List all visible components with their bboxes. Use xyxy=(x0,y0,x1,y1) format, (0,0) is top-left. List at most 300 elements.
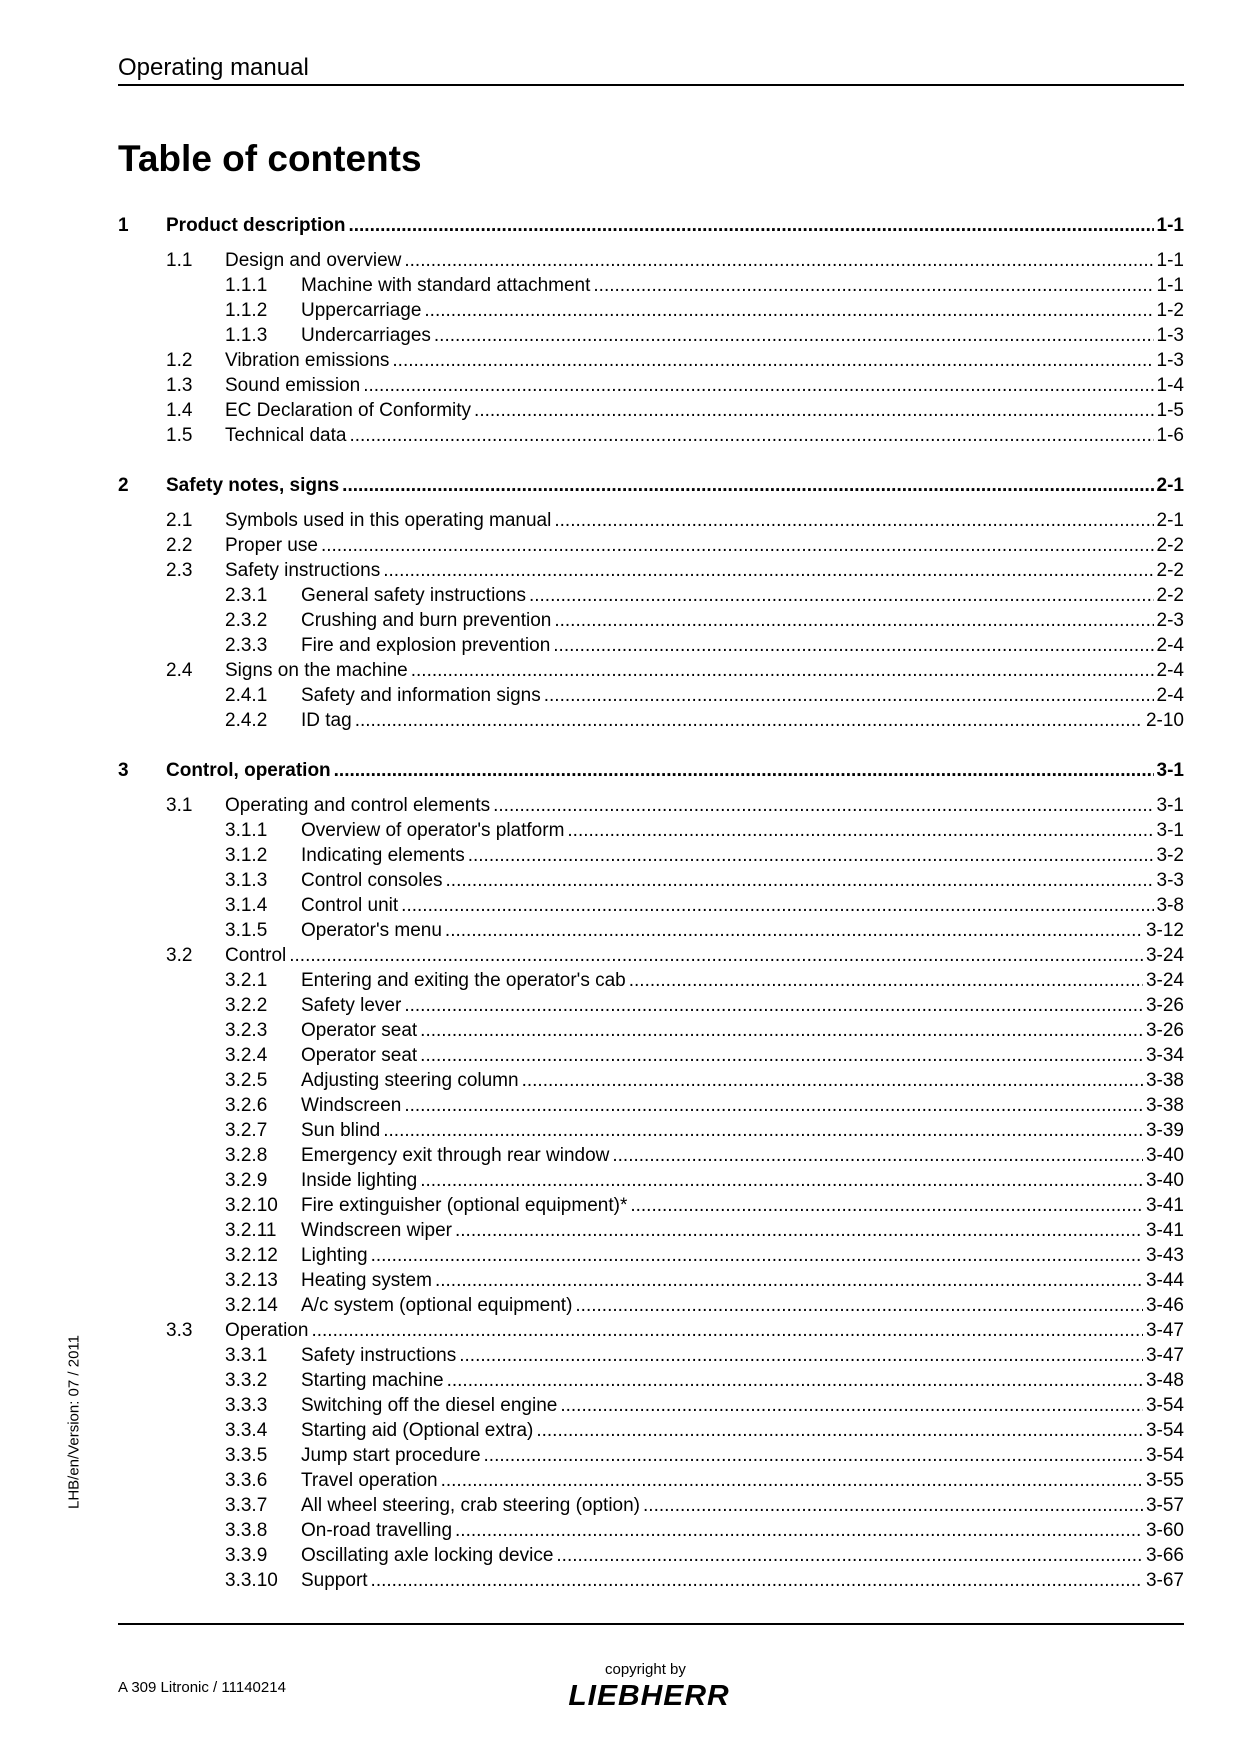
toc-entry-line xyxy=(301,1393,1184,1418)
toc-entry-number: 1.4 xyxy=(166,400,193,421)
toc-entry-title: Uppercarriage xyxy=(301,300,422,321)
toc-entry xyxy=(118,298,1184,323)
table-of-contents xyxy=(118,213,1184,1593)
dot-leader xyxy=(554,608,1153,633)
toc-entry-line xyxy=(225,398,1184,423)
version-label: LHB/en/Version: 07 / 2011 xyxy=(65,1334,83,1510)
toc-entry-number: 2.3 xyxy=(166,560,193,581)
toc-entry-title: Operator seat xyxy=(301,1045,418,1066)
dot-leader xyxy=(522,1068,1143,1093)
toc-entry-page: 3-46 xyxy=(1145,1295,1184,1316)
toc-entry xyxy=(118,968,1184,993)
toc-entry-title: Heating system xyxy=(301,1270,432,1291)
toc-entry-title: General safety instructions xyxy=(301,585,526,606)
toc-entry-number: 1.1.3 xyxy=(225,325,268,346)
toc-entry-page: 3-48 xyxy=(1145,1370,1184,1391)
toc-entry xyxy=(118,248,1184,273)
document-id: A 309 Litronic / 11140214 xyxy=(118,1679,286,1696)
toc-entry xyxy=(118,1518,1184,1543)
toc-entry-number: 2.4 xyxy=(166,660,193,681)
toc-entry-title: Inside lighting xyxy=(301,1170,418,1191)
toc-entry-page: 1-1 xyxy=(1156,275,1184,296)
toc-entry xyxy=(118,1568,1184,1593)
toc-entry-title: Undercarriages xyxy=(301,325,431,346)
dot-leader xyxy=(446,868,1154,893)
dot-leader xyxy=(420,1168,1143,1193)
dot-leader xyxy=(371,1243,1143,1268)
toc-entry-number: 3.1.3 xyxy=(225,870,268,891)
toc-entry-page: 3-34 xyxy=(1145,1045,1184,1066)
toc-entry-page: 3-41 xyxy=(1145,1195,1184,1216)
toc-entry-title: Fire and explosion prevention xyxy=(301,635,551,656)
toc-entry-page: 3-38 xyxy=(1145,1070,1184,1091)
dot-leader xyxy=(630,1193,1143,1218)
toc-entry-line xyxy=(301,1368,1184,1393)
toc-entry-number: 1.1 xyxy=(166,250,193,271)
dot-leader xyxy=(342,473,1153,498)
toc-entry-page: 3-26 xyxy=(1145,1020,1184,1041)
page-title: Table of contents xyxy=(118,138,422,179)
toc-entry-number: 3.2.10 xyxy=(225,1195,278,1216)
toc-entry-line xyxy=(301,918,1184,943)
dot-leader xyxy=(554,508,1153,533)
dot-leader xyxy=(459,1343,1143,1368)
toc-entry-number: 1.1.1 xyxy=(225,275,268,296)
toc-entry-number: 3.3.9 xyxy=(225,1545,268,1566)
toc-entry-number: 1.1.2 xyxy=(225,300,268,321)
toc-entry xyxy=(118,918,1184,943)
toc-entry-line xyxy=(225,793,1184,818)
toc-entry-page: 2-2 xyxy=(1156,585,1184,606)
toc-entry-number: 1.2 xyxy=(166,350,193,371)
toc-entry xyxy=(118,1218,1184,1243)
dot-leader xyxy=(434,323,1154,348)
toc-entry-page: 2-3 xyxy=(1156,610,1184,631)
toc-entry-line xyxy=(301,818,1184,843)
toc-entry-line xyxy=(301,1218,1184,1243)
toc-entry xyxy=(118,348,1184,373)
toc-entry-page: 3-1 xyxy=(1156,820,1184,841)
toc-entry-line xyxy=(225,658,1184,683)
toc-entry-page: 3-54 xyxy=(1145,1445,1184,1466)
toc-entry-title: Safety notes, signs xyxy=(166,475,340,496)
toc-entry-number: 3.2.4 xyxy=(225,1045,268,1066)
toc-entry-line xyxy=(225,508,1184,533)
toc-entry-number: 3.3.8 xyxy=(225,1520,268,1541)
toc-entry-title: Operator's menu xyxy=(301,920,442,941)
toc-entry xyxy=(118,1243,1184,1268)
dot-leader xyxy=(567,818,1153,843)
toc-entry xyxy=(118,273,1184,298)
toc-entry-title: Jump start procedure xyxy=(301,1445,481,1466)
dot-leader xyxy=(474,398,1153,423)
dot-leader xyxy=(643,1493,1143,1518)
toc-entry-title: Safety and information signs xyxy=(301,685,541,706)
toc-entry-title: Windscreen wiper xyxy=(301,1220,452,1241)
dot-leader xyxy=(455,1218,1143,1243)
dot-leader xyxy=(420,1043,1143,1068)
dot-leader xyxy=(383,558,1153,583)
toc-entry-number: 3.3.6 xyxy=(225,1470,268,1491)
toc-entry xyxy=(118,1543,1184,1568)
toc-entry-number: 3 xyxy=(118,760,129,781)
dot-leader xyxy=(401,893,1153,918)
toc-entry-title: Sound emission xyxy=(225,375,361,396)
toc-entry-page: 3-8 xyxy=(1156,895,1184,916)
toc-entry-title: Control xyxy=(225,945,287,966)
toc-entry-title: Control consoles xyxy=(301,870,443,891)
dot-leader xyxy=(629,968,1143,993)
dot-leader xyxy=(334,758,1154,783)
toc-entry-page: 3-2 xyxy=(1156,845,1184,866)
toc-entry-title: All wheel steering, crab steering (option) xyxy=(301,1495,641,1516)
toc-entry-title: Signs on the machine xyxy=(225,660,408,681)
toc-entry xyxy=(118,323,1184,348)
toc-entry-page: 3-40 xyxy=(1145,1145,1184,1166)
dot-leader xyxy=(392,348,1153,373)
toc-entry xyxy=(118,213,1184,238)
toc-entry-number: 3.2 xyxy=(166,945,193,966)
toc-entry-line xyxy=(301,608,1184,633)
toc-entry xyxy=(118,1493,1184,1518)
toc-entry xyxy=(118,758,1184,783)
toc-entry-title: Safety instructions xyxy=(301,1345,457,1366)
toc-entry-page: 2-2 xyxy=(1156,560,1184,581)
toc-entry-number: 2.2 xyxy=(166,535,193,556)
toc-entry-page: 2-1 xyxy=(1156,510,1184,531)
toc-entry-page: 1-3 xyxy=(1156,350,1184,371)
toc-entry-line xyxy=(301,633,1184,658)
toc-entry-page: 1-1 xyxy=(1156,250,1184,271)
toc-entry-number: 3.2.14 xyxy=(225,1295,278,1316)
toc-entry-title: EC Declaration of Conformity xyxy=(225,400,472,421)
toc-entry-page: 3-47 xyxy=(1145,1320,1184,1341)
toc-entry-line xyxy=(301,993,1184,1018)
toc-entry-page: 2-10 xyxy=(1145,710,1184,731)
toc-entry xyxy=(118,1168,1184,1193)
toc-entry-number: 3.1.5 xyxy=(225,920,268,941)
toc-entry-line xyxy=(301,868,1184,893)
toc-entry-title: Safety lever xyxy=(301,995,402,1016)
dot-leader xyxy=(593,273,1153,298)
toc-entry-page: 1-4 xyxy=(1156,375,1184,396)
dot-leader xyxy=(553,633,1153,658)
toc-entry-line xyxy=(301,323,1184,348)
toc-entry xyxy=(118,1468,1184,1493)
toc-entry-number: 3.3.3 xyxy=(225,1395,268,1416)
header-divider xyxy=(118,84,1184,86)
dot-leader xyxy=(575,1293,1143,1318)
toc-entry-title: Operation xyxy=(225,1320,309,1341)
toc-entry-page: 3-57 xyxy=(1145,1495,1184,1516)
toc-entry-page: 3-54 xyxy=(1145,1395,1184,1416)
dot-leader xyxy=(560,1393,1143,1418)
toc-entry xyxy=(118,818,1184,843)
toc-entry-number: 3.2.12 xyxy=(225,1245,278,1266)
toc-entry xyxy=(118,943,1184,968)
toc-entry-number: 3.2.2 xyxy=(225,995,268,1016)
toc-entry-page: 3-39 xyxy=(1145,1120,1184,1141)
dot-leader xyxy=(404,993,1143,1018)
toc-entry-page: 3-40 xyxy=(1145,1170,1184,1191)
toc-entry-page: 3-12 xyxy=(1145,920,1184,941)
dot-leader xyxy=(424,298,1153,323)
toc-entry-line xyxy=(301,683,1184,708)
toc-entry xyxy=(118,508,1184,533)
toc-entry-number: 1 xyxy=(118,215,129,236)
dot-leader xyxy=(289,943,1143,968)
toc-entry-page: 1-6 xyxy=(1156,425,1184,446)
toc-entry-number: 3.3.7 xyxy=(225,1495,268,1516)
toc-entry-page: 3-60 xyxy=(1145,1520,1184,1541)
toc-entry-line xyxy=(301,298,1184,323)
toc-entry-title: Indicating elements xyxy=(301,845,465,866)
toc-entry-line xyxy=(301,1018,1184,1043)
toc-entry-line xyxy=(225,373,1184,398)
toc-entry xyxy=(118,793,1184,818)
dot-leader xyxy=(363,373,1153,398)
toc-entry-line xyxy=(225,533,1184,558)
toc-entry-line xyxy=(225,943,1184,968)
toc-entry-title: Windscreen xyxy=(301,1095,402,1116)
toc-entry-number: 1.3 xyxy=(166,375,193,396)
dot-leader xyxy=(455,1518,1143,1543)
toc-entry-number: 3.2.1 xyxy=(225,970,268,991)
toc-entry-line xyxy=(301,968,1184,993)
dot-leader xyxy=(321,533,1154,558)
dot-leader xyxy=(355,708,1143,733)
toc-entry-page: 3-55 xyxy=(1145,1470,1184,1491)
toc-entry-title: ID tag xyxy=(301,710,352,731)
toc-entry-number: 3.3.4 xyxy=(225,1420,268,1441)
toc-entry-number: 2.3.3 xyxy=(225,635,268,656)
toc-entry-line xyxy=(301,1543,1184,1568)
toc-entry-title: Sun blind xyxy=(301,1120,381,1141)
dot-leader xyxy=(441,1468,1143,1493)
toc-entry xyxy=(118,1068,1184,1093)
toc-entry-number: 3.2.3 xyxy=(225,1020,268,1041)
toc-entry-page: 2-2 xyxy=(1156,535,1184,556)
toc-entry-line xyxy=(301,1268,1184,1293)
toc-entry xyxy=(118,683,1184,708)
toc-entry-line xyxy=(301,1093,1184,1118)
dot-leader xyxy=(484,1443,1143,1468)
toc-entry-title: Switching off the diesel engine xyxy=(301,1395,558,1416)
toc-entry xyxy=(118,1418,1184,1443)
toc-entry-number: 3.1.4 xyxy=(225,895,268,916)
toc-entry-number: 3.2.9 xyxy=(225,1170,268,1191)
toc-entry-page: 3-1 xyxy=(1156,760,1184,781)
toc-entry-number: 3.2.6 xyxy=(225,1095,268,1116)
dot-leader xyxy=(544,683,1154,708)
toc-entry-page: 1-5 xyxy=(1156,400,1184,421)
dot-leader xyxy=(536,1418,1143,1443)
toc-entry xyxy=(118,608,1184,633)
toc-entry xyxy=(118,1143,1184,1168)
toc-entry xyxy=(118,398,1184,423)
toc-entry-page: 3-38 xyxy=(1145,1095,1184,1116)
toc-entry-title: On-road travelling xyxy=(301,1520,453,1541)
toc-entry-number: 3.1 xyxy=(166,795,193,816)
toc-entry-number: 2.4.1 xyxy=(225,685,268,706)
dot-leader xyxy=(445,918,1143,943)
toc-entry xyxy=(118,1393,1184,1418)
toc-entry-page: 3-1 xyxy=(1156,795,1184,816)
toc-entry-title: Emergency exit through rear window xyxy=(301,1145,610,1166)
toc-entry-number: 3.2.8 xyxy=(225,1145,268,1166)
toc-entry-line xyxy=(301,893,1184,918)
toc-entry xyxy=(118,1268,1184,1293)
toc-entry-title: Starting machine xyxy=(301,1370,444,1391)
toc-entry-line xyxy=(301,1518,1184,1543)
toc-entry-line xyxy=(301,583,1184,608)
toc-entry-line xyxy=(301,1418,1184,1443)
toc-entry-page: 3-3 xyxy=(1156,870,1184,891)
toc-entry xyxy=(118,533,1184,558)
toc-entry xyxy=(118,558,1184,583)
toc-entry-page: 1-3 xyxy=(1156,325,1184,346)
toc-entry xyxy=(118,658,1184,683)
toc-entry-line xyxy=(301,1493,1184,1518)
toc-entry-title: Crushing and burn prevention xyxy=(301,610,552,631)
dot-leader xyxy=(349,423,1153,448)
toc-entry-page: 3-24 xyxy=(1145,970,1184,991)
toc-entry-line xyxy=(301,1568,1184,1593)
toc-entry-title: Travel operation xyxy=(301,1470,438,1491)
toc-entry-title: Product description xyxy=(166,215,346,236)
toc-entry xyxy=(118,708,1184,733)
toc-entry-number: 3.2.5 xyxy=(225,1070,268,1091)
dot-leader xyxy=(411,658,1154,683)
footer-divider xyxy=(118,1623,1184,1625)
toc-entry xyxy=(118,1368,1184,1393)
dot-leader xyxy=(529,583,1154,608)
toc-entry-number: 3.2.7 xyxy=(225,1120,268,1141)
toc-entry-number: 3.3.10 xyxy=(225,1570,278,1591)
toc-entry-page: 3-47 xyxy=(1145,1345,1184,1366)
toc-entry-line xyxy=(301,1293,1184,1318)
toc-entry-title: Technical data xyxy=(225,425,347,446)
toc-entry xyxy=(118,1018,1184,1043)
toc-entry-title: Support xyxy=(301,1570,368,1591)
toc-entry-line xyxy=(301,1043,1184,1068)
toc-entry-number: 3.3.1 xyxy=(225,1345,268,1366)
toc-entry-line xyxy=(301,1343,1184,1368)
toc-entry-number: 2.4.2 xyxy=(225,710,268,731)
toc-entry-page: 3-66 xyxy=(1145,1545,1184,1566)
toc-entry-line xyxy=(301,843,1184,868)
toc-entry-line xyxy=(166,758,1184,783)
dot-leader xyxy=(468,843,1154,868)
dot-leader xyxy=(371,1568,1143,1593)
toc-entry-page: 1-1 xyxy=(1156,215,1184,236)
toc-entry-number: 3.3.5 xyxy=(225,1445,268,1466)
toc-entry-number: 3.1.2 xyxy=(225,845,268,866)
toc-entry xyxy=(118,893,1184,918)
toc-entry-page: 2-4 xyxy=(1156,635,1184,656)
toc-entry-page: 3-54 xyxy=(1145,1420,1184,1441)
dot-leader xyxy=(404,248,1153,273)
toc-entry xyxy=(118,1118,1184,1143)
toc-entry-page: 2-4 xyxy=(1156,685,1184,706)
toc-entry xyxy=(118,1343,1184,1368)
toc-entry-number: 2.3.2 xyxy=(225,610,268,631)
toc-entry xyxy=(118,1443,1184,1468)
dot-leader xyxy=(556,1543,1143,1568)
toc-entry-line xyxy=(301,1068,1184,1093)
copyright-text: copyright by xyxy=(605,1661,686,1678)
toc-entry-title: Starting aid (Optional extra) xyxy=(301,1420,534,1441)
toc-entry-title: Symbols used in this operating manual xyxy=(225,510,552,531)
toc-entry-line xyxy=(301,1168,1184,1193)
toc-entry-title: Control, operation xyxy=(166,760,331,781)
dot-leader xyxy=(311,1318,1143,1343)
toc-entry-title: Proper use xyxy=(225,535,318,556)
dot-leader xyxy=(447,1368,1143,1393)
toc-entry-title: Operator seat xyxy=(301,1020,418,1041)
toc-entry-number: 2.3.1 xyxy=(225,585,268,606)
dot-leader xyxy=(612,1143,1143,1168)
toc-entry xyxy=(118,633,1184,658)
toc-entry-line xyxy=(166,473,1184,498)
toc-entry-title: Vibration emissions xyxy=(225,350,390,371)
toc-entry-line xyxy=(301,273,1184,298)
toc-entry-page: 3-44 xyxy=(1145,1270,1184,1291)
toc-entry-line xyxy=(301,1443,1184,1468)
toc-entry-page: 2-1 xyxy=(1156,475,1184,496)
svg-text:LIEBHERR: LIEBHERR xyxy=(568,1681,730,1711)
header-title: Operating manual xyxy=(118,54,309,81)
toc-entry xyxy=(118,843,1184,868)
toc-entry-number: 3.2.11 xyxy=(225,1220,277,1241)
toc-entry-title: Oscillating axle locking device xyxy=(301,1545,554,1566)
toc-entry-line xyxy=(301,1193,1184,1218)
toc-entry-number: 3.1.1 xyxy=(225,820,268,841)
liebherr-logo xyxy=(552,1681,746,1711)
toc-entry-page: 3-24 xyxy=(1145,945,1184,966)
toc-entry-title: Adjusting steering column xyxy=(301,1070,519,1091)
toc-entry xyxy=(118,373,1184,398)
toc-entry-line xyxy=(301,708,1184,733)
toc-entry xyxy=(118,1193,1184,1218)
dot-leader xyxy=(493,793,1153,818)
toc-entry-number: 3.3.2 xyxy=(225,1370,268,1391)
toc-entry-number: 3.2.13 xyxy=(225,1270,278,1291)
toc-entry xyxy=(118,473,1184,498)
toc-entry xyxy=(118,1093,1184,1118)
toc-entry xyxy=(118,1293,1184,1318)
toc-entry-title: Operating and control elements xyxy=(225,795,491,816)
toc-entry-line xyxy=(301,1468,1184,1493)
toc-entry-page: 3-43 xyxy=(1145,1245,1184,1266)
toc-entry xyxy=(118,583,1184,608)
toc-entry-number: 2.1 xyxy=(166,510,193,531)
dot-leader xyxy=(420,1018,1143,1043)
toc-entry-page: 1-2 xyxy=(1156,300,1184,321)
toc-entry-page: 3-41 xyxy=(1145,1220,1184,1241)
toc-entry-number: 2 xyxy=(118,475,129,496)
toc-entry-line xyxy=(225,423,1184,448)
dot-leader xyxy=(348,213,1153,238)
toc-entry xyxy=(118,1043,1184,1068)
toc-entry-title: Control unit xyxy=(301,895,399,916)
toc-entry-page: 2-4 xyxy=(1156,660,1184,681)
toc-entry xyxy=(118,1318,1184,1343)
toc-entry-number: 3.3 xyxy=(166,1320,193,1341)
toc-entry-title: Overview of operator's platform xyxy=(301,820,565,841)
toc-entry xyxy=(118,423,1184,448)
toc-entry-page: 3-26 xyxy=(1145,995,1184,1016)
